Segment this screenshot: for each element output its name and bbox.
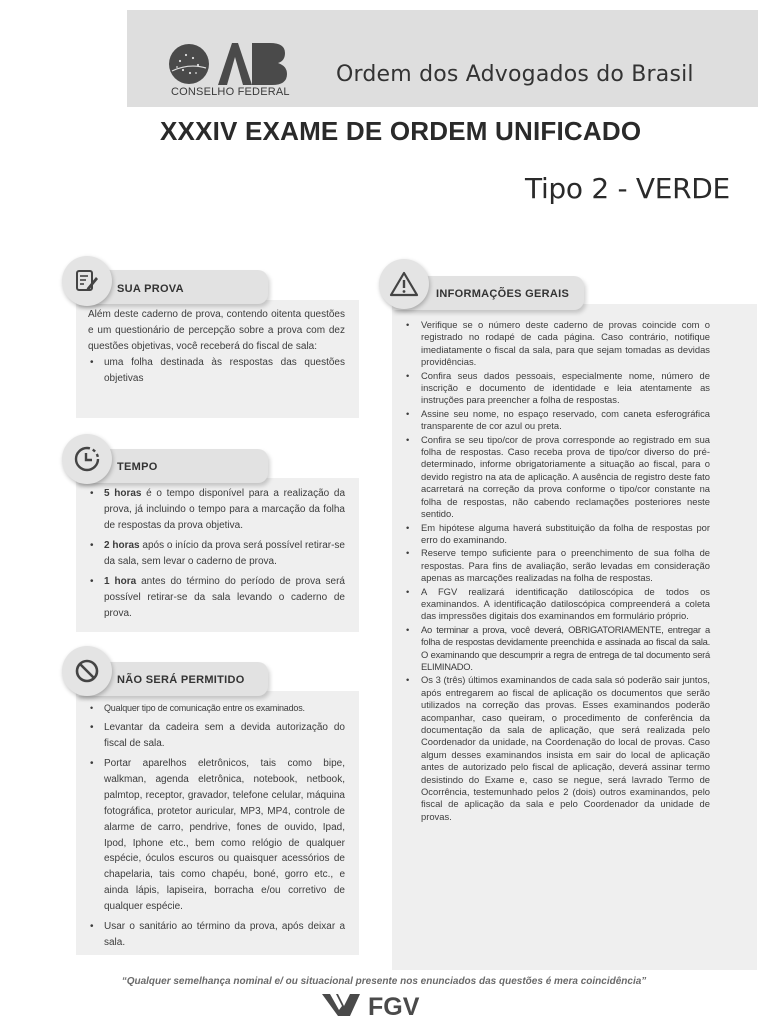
sua-prova-title: SUA PROVA bbox=[117, 283, 184, 295]
footer-quote: “Qualquer semelhança nominal e/ ou situacional presente nos enunciados das questões é mera coincidência” bbox=[121, 976, 647, 987]
tempo-item bbox=[88, 486, 345, 534]
informacoes-item: • Os 3 (três) últimos examinandos de cada sala só poderão sair juntos, após entregarem ao fiscal de aplicação os documentos que serão utilizados na correção das provas. Esses examinandos poderão acompanhar, caso queiram, o procedimento de conferência da documentação da sala de aplicação, que será realizada pelo Coordenador da unidade, na Coordenação do local de provas. Caso algum desses examinandos insista em sair do local de aplicação antes de autorizado pelo fiscal de aplicação, deverá assinar termo desistindo do Exame e, caso se negue, será lavrado Termo de Ocorrência, testemunhado pelos 2 (dois) outros examinandos, pelo fiscal de aplicação da sala e pelo Coordenador da unidade de provas. bbox=[404, 674, 710, 823]
sua-prova-intro: Além deste caderno de prova, contendo oitenta questões e um questionário de percepção sobre a prova com dez questões objetivas, você receberá do fiscal de sala: bbox=[88, 309, 345, 352]
tempo-icon-circle bbox=[62, 434, 112, 484]
tempo-item-text: antes do término do período de prova será possível retirar-se da sala levando o caderno de prova. bbox=[104, 576, 345, 619]
informacoes-item: • Assine seu nome, no espaço reservado, com caneta esferográfica transparente de cor azul ou preta. bbox=[404, 408, 710, 433]
informacoes-item: • Verifique se o número deste caderno de provas coincide com o registrado no rodapé de cada página. Caso contrário, notifique imediatamente o fiscal da sala, para que sejam tomadas as devidas providências. bbox=[404, 319, 710, 369]
oab-subtitle: CONSELHO FEDERAL bbox=[171, 86, 290, 98]
tempo-item-text: após o início da prova será possível retirar-se da sala, sem levar o caderno de prova. bbox=[104, 540, 345, 567]
nao-permitido-title: NÃO SERÁ PERMITIDO bbox=[117, 674, 245, 686]
informacoes-item: • Reserve tempo suficiente para o preenchimento de sua folha de respostas. Para fins de avaliação, serão levadas em consideração apenas as marcações realizadas na folha de respostas. bbox=[404, 547, 710, 584]
tempo-item-bold: 1 hora bbox=[104, 576, 137, 587]
tempo-item-bold: 2 horas bbox=[104, 540, 140, 551]
nao-permitido-item: • Levantar da cadeira sem a devida autorização do fiscal de sala. bbox=[88, 720, 345, 752]
fgv-logo bbox=[322, 992, 442, 1018]
tempo-item bbox=[88, 574, 345, 622]
nao-permitido-item: • Usar o sanitário ao término da prova, após deixar a sala. bbox=[88, 919, 345, 951]
informacoes-list bbox=[404, 319, 710, 824]
tempo-item bbox=[88, 538, 345, 570]
nao-permitido-icon-circle bbox=[62, 646, 112, 696]
informacoes-item: • Confira seus dados pessoais, especialmente nome, número de inscrição e documento de identidade e leia atentamente as instruções para preencher a folha de respostas. bbox=[404, 370, 710, 407]
prohibited-icon bbox=[74, 658, 100, 684]
nao-permitido-content bbox=[88, 700, 345, 951]
informacoes-item: • Em hipótese alguma haverá substituição da folha de respostas por erro do examinando. bbox=[404, 522, 710, 547]
clock-icon bbox=[73, 445, 101, 473]
exam-type: Tipo 2 - VERDE bbox=[525, 172, 730, 205]
nao-permitido-item: • Portar aparelhos eletrônicos, tais como bipe, walkman, agenda eletrônica, notebook, netbook, palmtop, receptor, gravador, telefone celular, máquina fotográfica, protetor auricular, MP3, MP4, controle de alarme de carro, pendrive, fones de ouvido, Ipad, Ipod, Iphone etc., bem como relógio de qualquer espécie, óculos escuros ou quaisquer acessórios de chapelaria, tais como chapéu, boné, gorro etc., e ainda lápis, lapiseira, borracha e/ou corretivo de qualquer espécie. bbox=[88, 756, 345, 915]
tempo-item-text: é o tempo disponível para a realização da prova, já incluindo o tempo para a marcação da folha de respostas da prova objetiva. bbox=[104, 488, 346, 531]
tempo-title: TEMPO bbox=[117, 461, 158, 473]
informacoes-item: • A FGV realizará identificação datiloscópica de todos os examinandos. A identificação datiloscópica compreenderá a coleta das impressões digitais dos examinandos em formulário próprio. bbox=[404, 586, 710, 623]
informacoes-icon-circle bbox=[379, 259, 429, 309]
informacoes-item: • Ao terminar a prova, você deverá, OBRIGATORIAMENTE, entregar a folha de respostas devidamente preenchida e assinada ao fiscal da sala. O examinando que descumprir a regra de entrega de tal documento será ELIMINADO. bbox=[404, 624, 710, 674]
informacoes-title: INFORMAÇÕES GERAIS bbox=[436, 288, 570, 300]
tempo-item-bold: 5 horas bbox=[104, 488, 142, 499]
sua-prova-item: • uma folha destinada às respostas das questões objetivas bbox=[88, 355, 345, 387]
informacoes-item: • Confira se seu tipo/cor de prova corresponde ao registrado em sua folha de respostas. Caso receba prova de tipo/cor diverso do pré-determinado, informe obrigatoriamente a situação ao fiscal, para o devido registro na ata de aplicação. A ausência de registro deste fato acarretará na correção da prova conforme o tipo/cor constante na folha de respostas, não cabendo reclamações posteriores neste sentido. bbox=[404, 434, 710, 521]
warning-icon bbox=[389, 270, 419, 298]
org-name: Ordem dos Advogados do Brasil bbox=[336, 62, 694, 87]
sua-prova-content bbox=[88, 307, 345, 387]
tempo-content bbox=[88, 486, 345, 622]
edit-document-icon bbox=[74, 268, 100, 294]
nao-permitido-item: • Qualquer tipo de comunicação entre os examinados. bbox=[88, 700, 345, 716]
exam-title: XXXIV EXAME DE ORDEM UNIFICADO bbox=[160, 116, 642, 146]
sua-prova-icon-circle bbox=[62, 256, 112, 306]
fgv-logo-text: FGV bbox=[368, 993, 420, 1018]
